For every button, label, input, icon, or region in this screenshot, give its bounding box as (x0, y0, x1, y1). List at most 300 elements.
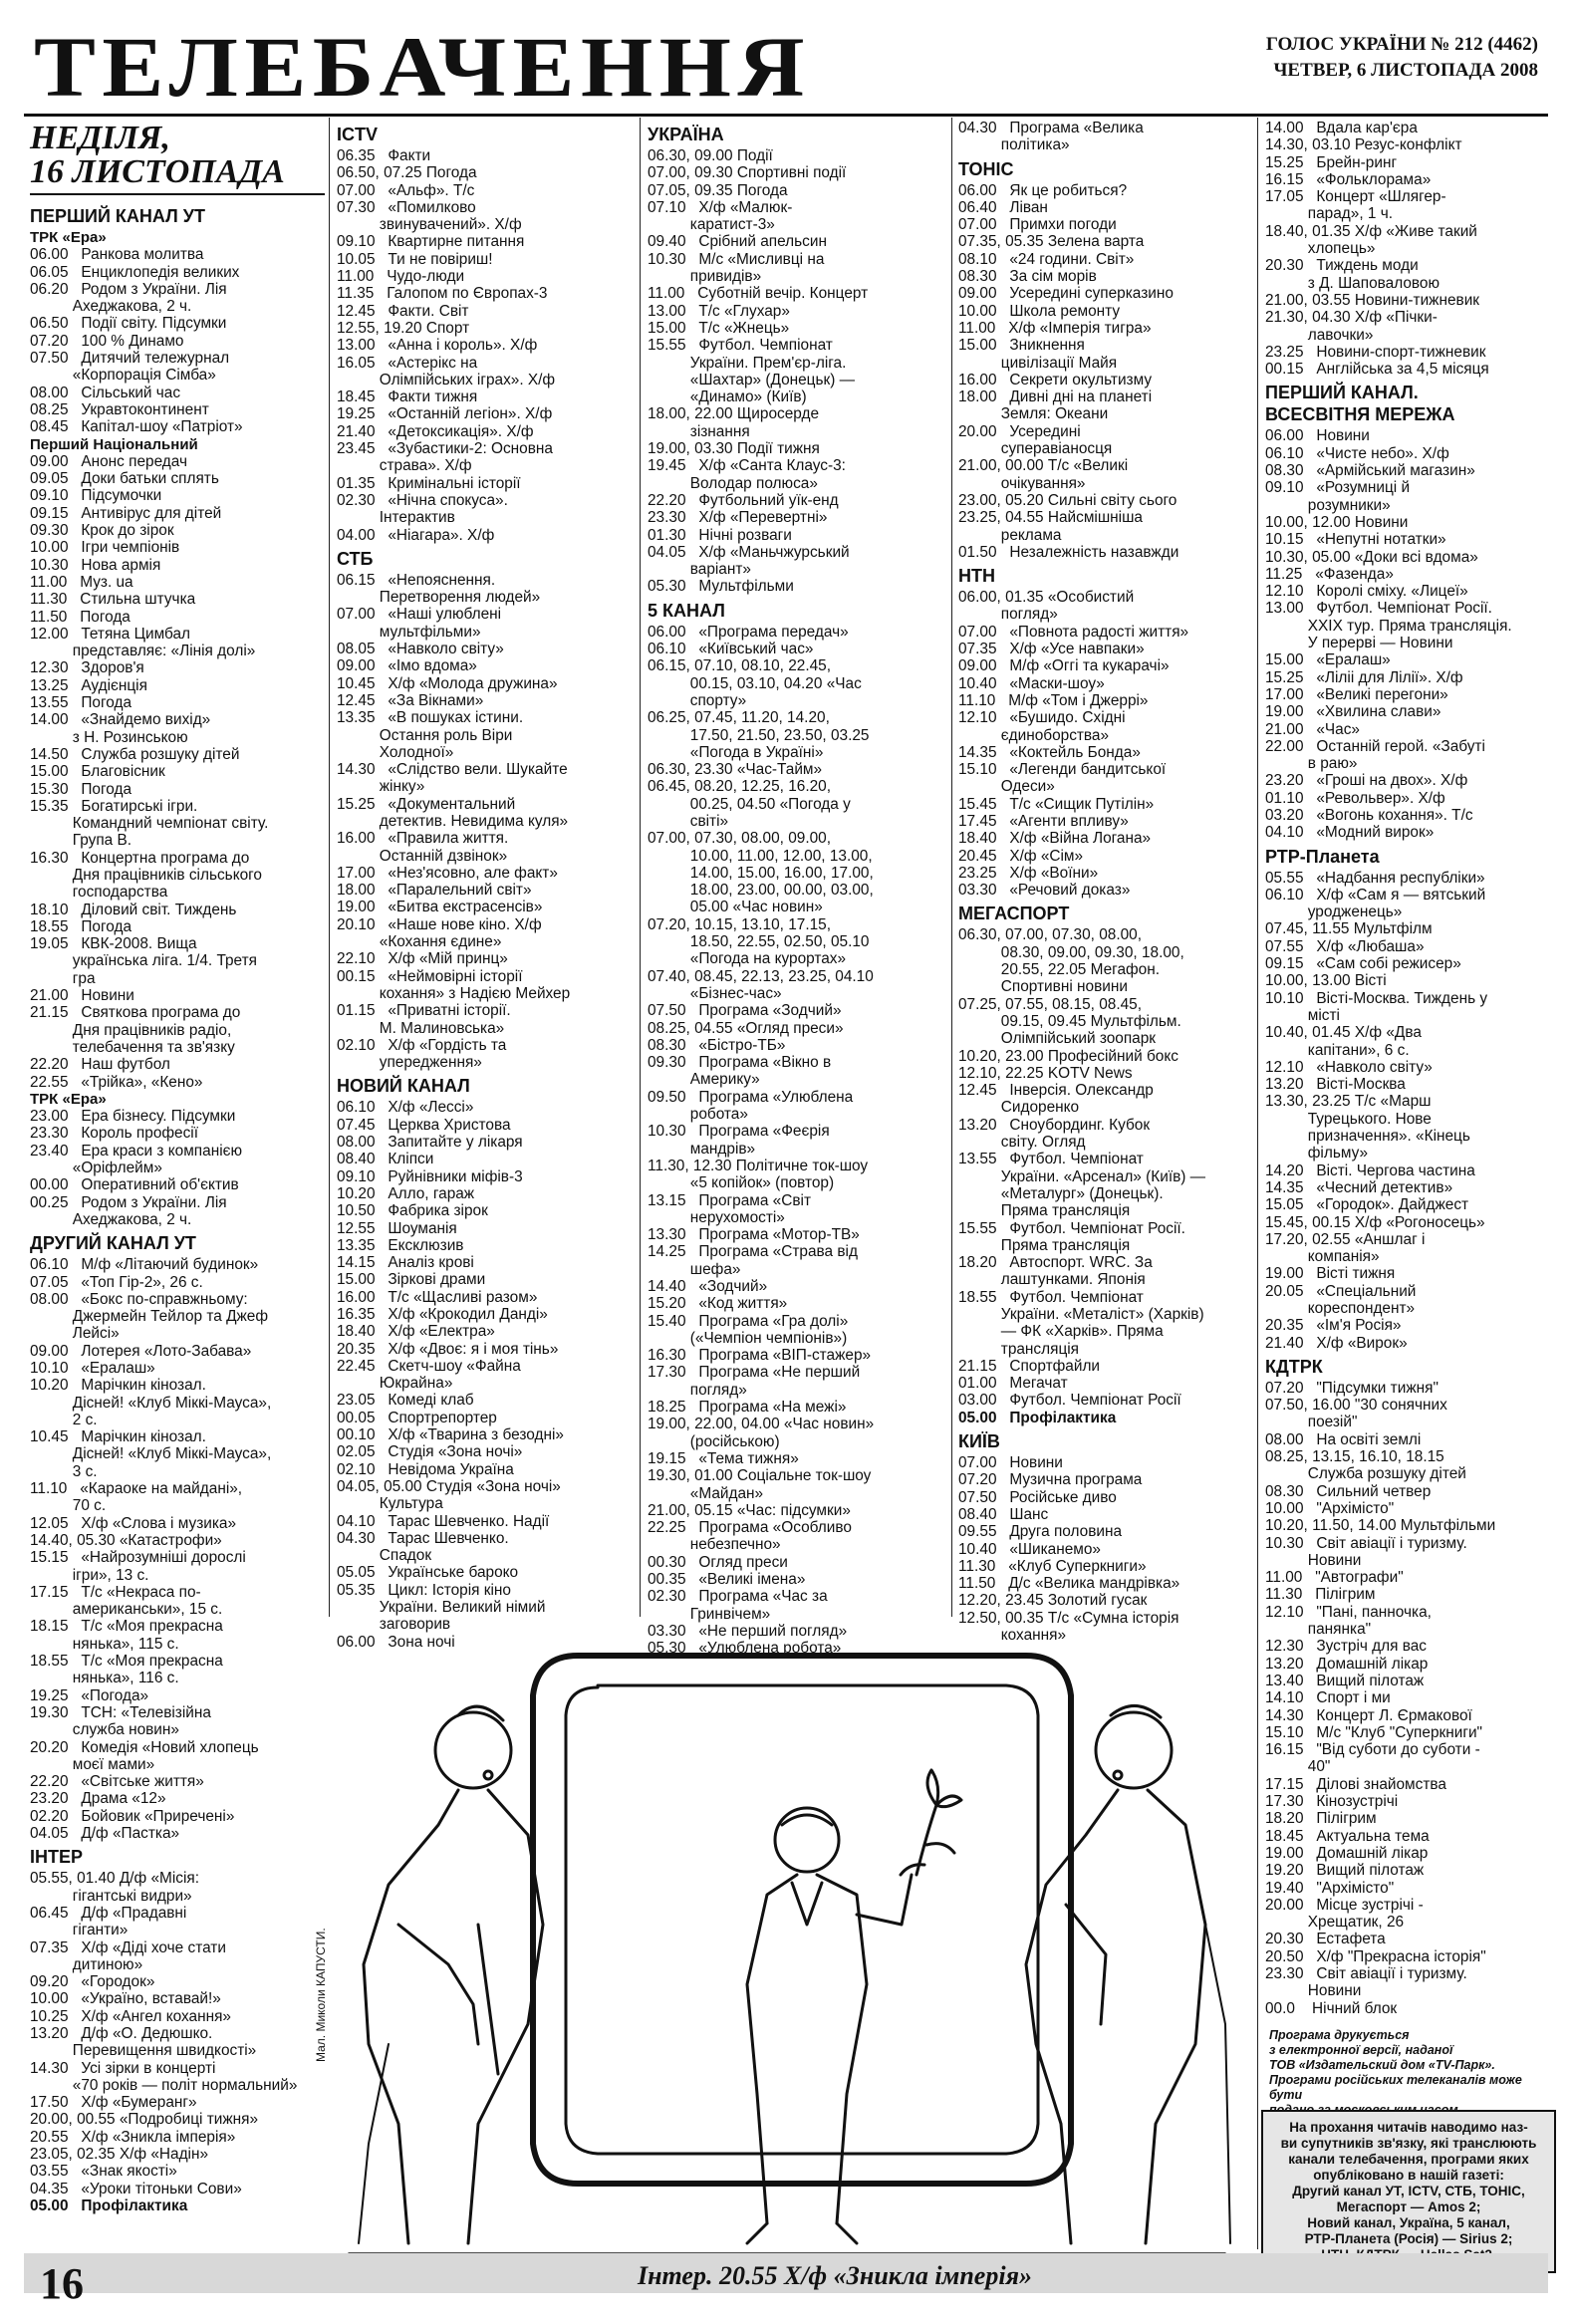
programme-entry: 10.00 Школа ремонту (958, 302, 1121, 320)
programme-entry: 03.20 «Вогонь кохання». Т/с (1265, 806, 1473, 824)
programme-entry: 00.0 Нічний блок (1265, 1999, 1398, 2017)
programme-entry: 03.30 «Речовий доказ» (958, 882, 1131, 900)
programme-entry: 17.20, 02.55 «Аншлаг і компанія» (1265, 1230, 1426, 1266)
programme-entry: 15.00 Т/с «Жнець» (648, 319, 790, 337)
programme-entry: 15.55 Футбол. Чемпіонат Росії. Пряма трансляція (958, 1219, 1185, 1254)
programme-entry: 18.20 Пілігрим (1265, 1810, 1377, 1828)
programme-entry: 07.10 Х/ф «Малюк- каратист-3» (648, 198, 793, 234)
programme-entry: 05.00 Профілактика (30, 2196, 188, 2214)
programme-entry: 04.05, 05.00 Студія «Зона ночі» Культура (337, 1477, 561, 1513)
programme-entry: 16.05 «Астерікс на Олімпійських іграх». Х/ф (337, 354, 556, 388)
programme-entry: 18.45 Актуальна тема (1265, 1827, 1430, 1845)
programme-entry: 13.20 Домашній лікар (1265, 1655, 1429, 1673)
schedule-column-3 (648, 120, 946, 1658)
programme-entry: 16.00 «Правила життя. Останній дзвінок» (337, 830, 509, 865)
programme-entry: 05.30 Мультфільми (648, 578, 794, 596)
programme-entry: 11.30, 12.30 Політичне ток-шоу «5 копійок» (повтор) (648, 1157, 869, 1192)
programme-entry: 12.55, 19.20 Спорт (337, 319, 470, 337)
programme-entry: 06.00, 01.35 «Особистий погляд» (958, 589, 1135, 624)
programme-entry: 14.40 «Зодчий» (648, 1278, 768, 1295)
programme-entry: 06.20 Родом з України. Лія Ахеджакова, 2 ч. (30, 280, 227, 316)
programme-entry: 18.25 Програма «На межі» (648, 1399, 847, 1417)
programme-entry: 06.45, 08.20, 12.25, 16.20, 00.25, 04.50 «Погода у світі» (648, 778, 851, 830)
programme-entry: 20.30 Тиждень моди з Д. Шаповаловою (1265, 257, 1440, 292)
schedule-column-1 (30, 120, 325, 2251)
programme-entry: 13.00 «Анна і король». Х/ф (337, 337, 538, 355)
programme-entry: 06.10 М/ф «Літаючий будинок» (30, 1256, 259, 1274)
programme-entry: 23.25 Х/ф «Воїни» (958, 864, 1099, 882)
programme-entry: 10.45 Х/ф «Молода дружина» (337, 674, 558, 692)
programme-entry: 08.10 «24 години. Світ» (958, 250, 1135, 268)
programme-entry: 19.00 «Битва екстрасенсів» (337, 899, 543, 916)
cartoon-illustration (329, 1626, 1241, 2279)
programme-entry: 10.00 Ігри чемпіонів (30, 539, 180, 557)
programme-entry: 13.55 Футбол. Чемпіонат України. «Арсенал» (Київ) — «Металург» (Донецьк). Пряма трансляція (958, 1151, 1206, 1220)
programme-entry: 03.30 «Не перший погляд» (648, 1622, 848, 1640)
programme-entry: 04.05 Х/ф «Маньчжурський варіант» (648, 543, 850, 579)
programme-entry: 10.00 «Україно, вставай!» (30, 1990, 221, 2008)
programme-entry: 15.25 «Документальний детектив. Невидима куля» (337, 795, 569, 830)
programme-entry: 06.10 Х/ф «Лессі» (337, 1099, 474, 1117)
programme-entry: 22.25 Програма «Особливо небезпечно» (648, 1519, 852, 1554)
channel-heading: ПЕРШИЙ КАНАЛ УТ (30, 206, 205, 226)
programme-entry: 21.15 Святкова програма до Дня працівників радіо, телебачення та зв'язку (30, 1004, 241, 1056)
programme-entry: 11.50 Д/с «Велика мандрівка» (958, 1575, 1180, 1593)
channel-subheading: ТРК «Ера» (30, 1090, 107, 1108)
channel-heading: НОВИЙ КАНАЛ (337, 1076, 470, 1097)
programme-entry: 08.00 «Бокс по-справжньому: Джермейн Тейлор та Джеф Лейсі» (30, 1290, 269, 1343)
programme-entry: 07.50, 16.00 "30 сонячних поезій" (1265, 1397, 1447, 1431)
programme-entry: 12.00 Тетяна Цимбал представляє: «Лінія долі» (30, 625, 256, 660)
programme-entry: 12.45 Інверсія. Олександр Сидоренко (958, 1082, 1154, 1117)
programme-entry: 23.00 Ера бізнесу. Підсумки (30, 1108, 236, 1126)
issue-info (1266, 32, 1538, 84)
programme-entry: 10.40, 01.45 Х/ф «Два капітани», 6 с. (1265, 1024, 1422, 1059)
programme-entry: 12.20, 23.45 Золотий гусак (958, 1592, 1148, 1610)
programme-entry: 09.30 Крок до зірок (30, 522, 174, 540)
programme-entry: 09.10 Квартирне питання (337, 233, 525, 251)
programme-entry: 11.25 «Фазенда» (1265, 565, 1394, 583)
programme-entry: 15.15 «Найрозумніші дорослі ігри», 13 с. (30, 1549, 246, 1584)
programme-entry: 06.30, 09.00 Події (648, 147, 773, 164)
programme-entry: 22.00 Останній герой. «Забуті в раю» (1265, 737, 1485, 773)
programme-entry: 00.10 Х/ф «Тварина з безодні» (337, 1426, 564, 1444)
programme-entry: 00.05 Спортрепортер (337, 1409, 497, 1426)
programme-entry: 00.15 «Неймовірні історії кохання» з Надією Мейхер (337, 967, 571, 1002)
programme-entry: 19.00 Вісті тижня (1265, 1265, 1396, 1283)
programme-entry: 10.40 «Шиканемо» (958, 1540, 1101, 1558)
programme-entry: 10.30 Світ авіації і туризму. Новини (1265, 1534, 1467, 1569)
programme-entry: 09.00 Лотерея «Лото-Забава» (30, 1342, 252, 1360)
programme-entry: 20.50 Х/ф "Прекрасна історія" (1265, 1947, 1486, 1965)
programme-entry: 10.00 "Архімісто" (1265, 1499, 1395, 1517)
programme-entry: 19.25 «Останній легіон». Х/ф (337, 405, 553, 423)
programme-entry: 16.30 Програма «ВІП-стажер» (648, 1347, 872, 1365)
programme-entry: 10.20, 11.50, 14.00 Мультфільми (1265, 1517, 1496, 1535)
programme-entry: 21.00 Новини (30, 987, 134, 1005)
programme-entry: 11.00 Муз. ua (30, 573, 133, 591)
programme-entry: 00.30 Огляд преси (648, 1553, 788, 1571)
programme-entry: 19.25 «Погода» (30, 1686, 149, 1704)
programme-entry: 00.35 «Великі імена» (648, 1571, 806, 1589)
programme-entry: 13.15 Програма «Світ нерухомості» (648, 1191, 811, 1226)
programme-entry: 13.20 Сноубординг. Кубок світу. Огляд (958, 1116, 1151, 1152)
programme-entry: 20.05 «Спеціальний кореспондент» (1265, 1282, 1417, 1317)
programme-entry: 09.40 Срібний апельсин (648, 233, 827, 251)
programme-entry: 07.25, 07.55, 08.15, 08.45, 09.15, 09.45 Мультфільм. Олімпійський зоопарк (958, 995, 1181, 1048)
programme-entry: 06.15 «Непояснення. Перетворення людей» (337, 571, 541, 607)
programme-entry: 06.25, 07.45, 11.20, 14.20, 17.50, 21.50, 23.50, 03.25 «Погода в Україні» (648, 709, 870, 761)
programme-entry: 10.20, 23.00 Професійний бокс (958, 1047, 1178, 1065)
programme-entry: 08.00 На освіті землі (1265, 1430, 1422, 1448)
programme-entry: 16.35 Х/ф «Крокодил Данді» (337, 1306, 548, 1323)
programme-entry: 05.35 Цикл: Історія кіно України. Великий німий заговорив (337, 1581, 546, 1634)
programme-entry: 10.00, 12.00 Новини (1265, 513, 1409, 531)
programme-entry: 06.35 Факти (337, 147, 431, 164)
channel-heading: ДРУГИЙ КАНАЛ УТ (30, 1233, 196, 1254)
programme-entry: 02.20 Бойовик «Приречені» (30, 1807, 235, 1825)
programme-entry: 06.05 Енциклопедія великих (30, 263, 240, 281)
programme-entry: 07.35 Х/ф «Діді хоче стати дитиною» (30, 1938, 226, 1973)
programme-entry: 11.10 «Караоке на майдані», 70 с. (30, 1480, 243, 1515)
programme-entry: 07.35 Х/ф «Усе навпаки» (958, 641, 1145, 658)
programme-entry: 04.10 «Модний вирок» (1265, 824, 1435, 842)
programme-entry: 16.00 Т/с «Щасливі разом» (337, 1288, 538, 1306)
programme-entry: 09.00 Анонс передач (30, 452, 188, 470)
column-divider (640, 118, 641, 1617)
programme-entry: 03.00 Футбол. Чемпіонат Росії (958, 1392, 1181, 1410)
programme-entry: 19.40 "Архімісто" (1265, 1879, 1395, 1897)
programme-entry: 21.30, 04.30 Х/ф «Пічки- лавочки» (1265, 309, 1438, 344)
programme-entry: 22.20 «Світське життя» (30, 1773, 204, 1791)
programme-entry: 07.35, 05.35 Зелена варта (958, 233, 1145, 251)
programme-entry: 22.55 «Трійка», «Кено» (30, 1073, 203, 1091)
programme-entry: 08.25 Укравтоконтинент (30, 400, 209, 418)
programme-entry: 08.40 Шанс (958, 1505, 1049, 1523)
programme-entry: 21.40 «Детоксикація». Х/ф (337, 422, 534, 440)
programme-entry: 20.55 Х/ф «Зникла імперія» (30, 2128, 236, 2146)
satellite-info-box: На прохання читачів наводимо наз- ви супутників зв'язку, які транслюють канали телебачення, програми яких опубліковано в нашій газеті: Другий канал УТ, ICTV, СТБ, ТОНІС, Мегаспорт — Amos 2; Новий канал, Україна, 5 канал, РТР-Планета (Росія) — Sirius 2; (1261, 2110, 1556, 2273)
programme-entry: 13.25 Аудієнція (30, 676, 147, 694)
programme-entry: 07.05, 09.35 Погода (648, 181, 788, 199)
tv-frame (533, 1656, 1071, 2184)
programme-entry: 10.05 Ти не повіриш! (337, 250, 493, 268)
programme-entry: 07.00, 07.30, 08.00, 09.00, 10.00, 11.00, 12.00, 13.00, 14.00, 15.00, 16.00, 17.00, 18.00, 23.00, 00.00, 03.00, 05.00 «Час новин» (648, 830, 874, 916)
programme-entry: 13.40 Вищий пілотаж (1265, 1672, 1425, 1689)
programme-entry: 07.00 «Повнота радості життя» (958, 623, 1189, 641)
programme-entry: 19.30 ТСН: «Телевізійна служба новин» (30, 1703, 211, 1739)
programme-entry: 14.50 Служба розшуку дітей (30, 745, 240, 763)
programme-entry: 04.05 Д/ф «Пастка» (30, 1825, 180, 1843)
programme-entry: 05.30 «Улюблена робота» (648, 1640, 842, 1658)
programme-entry: 00.15 Англійська за 4,5 місяця (1265, 361, 1489, 379)
programme-entry: 17.15 Ділові знайомства (1265, 1775, 1446, 1793)
programme-entry: 04.35 «Уроки тітоньки Сови» (30, 2180, 242, 2197)
programme-entry: 10.10 «Ералаш» (30, 1360, 155, 1377)
programme-entry: 18.45 Факти тижня (337, 388, 478, 406)
programme-entry: 08.25, 04.55 «Огляд преси» (648, 1019, 844, 1037)
programme-entry: 15.00 Благовісник (30, 763, 165, 781)
programme-entry: 10.50 Фабрика зірок (337, 1202, 488, 1220)
programme-entry: 06.15, 07.10, 08.10, 22.45, 00.15, 03.10, 04.20 «Час спорту» (648, 657, 862, 709)
programme-entry: 06.45 Д/ф «Прадавні гіганти» (30, 1904, 187, 1939)
programme-entry: 21.00, 03.55 Новини-тижневик (1265, 291, 1480, 309)
page-number: 16 (40, 2259, 84, 2308)
programme-entry: 12.10, 22.25 KOTV News (958, 1064, 1133, 1082)
programme-entry: 07.45 Церква Христова (337, 1116, 511, 1134)
issue-number: ГОЛОС УКРАЇНИ № 212 (4462) (1265, 34, 1538, 55)
programme-entry: 06.40 Ліван (958, 198, 1048, 216)
programme-entry: 05.55, 01.40 Д/ф «Місія: гігантські видри» (30, 1870, 200, 1905)
programme-entry: 09.15 «Сам собі режисер» (1265, 955, 1461, 973)
programme-entry: 07.00 Новини (958, 1454, 1063, 1472)
programme-entry: 15.10 М/с "Клуб "Суперкниги" (1265, 1723, 1483, 1741)
programme-entry: 19.15 «Тема тижня» (648, 1449, 799, 1467)
programme-entry: 19.05 КВК-2008. Вища українська ліга. 1/4. Третя гра (30, 935, 257, 987)
programme-entry: 16.30 Концертна програма до Дня працівників сільського господарства (30, 849, 262, 902)
programme-entry: 19.20 Вищий пілотаж (1265, 1862, 1425, 1880)
programme-entry: 18.00 «Паралельний світ» (337, 882, 532, 900)
programme-entry: 15.25 Брейн-ринг (1265, 153, 1398, 171)
programme-entry: 09.10 Руйнівники міфів-3 (337, 1167, 523, 1185)
programme-entry: 00.25 Родом з України. Лія Ахеджакова, 2 ч. (30, 1193, 227, 1228)
programme-entry: 17.30 Кінозустрічі (1265, 1793, 1399, 1811)
programme-entry: 06.00 Як це робиться? (958, 181, 1128, 199)
programme-entry: 17.15 Т/с «Некраса по- американськи», 15 с. (30, 1583, 223, 1619)
programme-entry: 15.35 Богатирські ігри. Командний чемпіонат світу. Група В. (30, 797, 269, 850)
programme-entry: 17.00 «Нез'ясовно, але факт» (337, 864, 558, 882)
programme-entry: 09.55 Друга половина (958, 1523, 1123, 1541)
programme-entry: 18.20 Автоспорт. WRC. За лаштунками. Японія (958, 1254, 1153, 1289)
programme-entry: 15.45 Т/с «Сищик Путілін» (958, 795, 1155, 813)
programme-entry: 13.30, 23.25 Т/с «Марш Турецького. Нове призначення». «Кінець фільму» (1265, 1093, 1470, 1162)
schedule-column-2 (337, 120, 636, 1651)
programme-entry: 20.35 «Ім'я Росія» (1265, 1317, 1402, 1335)
programme-entry: 18.00, 22.00 Щиросерде зізнання (648, 405, 820, 440)
programme-entry: 20.00 Усередині суперавіаносця (958, 422, 1113, 458)
programme-entry: 17.30 Програма «Не перший погляд» (648, 1364, 861, 1399)
programme-entry: 15.05 «Городок». Дайджест (1265, 1196, 1469, 1214)
programme-entry: 09.00 «Імо вдома» (337, 657, 477, 675)
programme-entry: 15.00 «Ералаш» (1265, 651, 1391, 669)
programme-entry: 19.45 Х/ф «Санта Клаус-3: Володар полюса» (648, 457, 846, 492)
programme-entry: 09.30 Програма «Вікно в Америку» (648, 1054, 832, 1089)
programme-entry: 18.55 Футбол. Чемпіонат України. «Металіст» (Харків) — ФК «Харків». Пряма трансляція (958, 1288, 1204, 1358)
programme-entry: 04.10 Тарас Шевченко. Надії (337, 1512, 550, 1530)
programme-entry: 12.10 «Навколо світу» (1265, 1058, 1433, 1076)
programme-entry: 07.20 100 % Динамо (30, 332, 184, 350)
programme-entry: 16.00 Секрети окультизму (958, 371, 1153, 388)
programme-entry: 12.30 Зустріч для вас (1265, 1638, 1428, 1656)
programme-entry: 21.00 «Час» (1265, 720, 1360, 738)
programme-entry: 01.30 Нічні розваги (648, 526, 792, 544)
programme-entry: 18.55 Погода (30, 917, 132, 935)
programme-entry: 20.10 «Наше нове кіно. Х/ф «Кохання єдине» (337, 915, 542, 951)
programme-entry: 14.30 «Слідство вели. Шукайте жінку» (337, 761, 568, 796)
print-notice: Програма друкується з електронної версії, наданої ТОВ «Издательский дом «TV-Парк». Програми російських телеканалів може бути (1269, 2028, 1522, 2102)
programme-entry: 07.20 Музична програма (958, 1471, 1143, 1489)
schedule-column-5 (1265, 120, 1550, 2022)
channel-heading: ПЕРШИЙ КАНАЛ. ВСЕСВІТНЯ МЕРЕЖА (1265, 383, 1455, 425)
programme-entry: 19.00, 22.00, 04.00 «Час новин» (російською) (648, 1416, 875, 1450)
programme-entry: 12.10 Королі сміху. «Лицеї» (1265, 583, 1468, 601)
programme-entry: 08.40 Кліпси (337, 1151, 434, 1168)
programme-entry: 23.30 Х/ф «Перевертні» (648, 509, 828, 527)
programme-entry: 15.20 «Код життя» (648, 1295, 788, 1313)
programme-entry: 02.30 «Нічна спокуса». Інтерактив (337, 491, 508, 527)
programme-entry: 01.35 Кримінальні історії (337, 474, 521, 492)
programme-entry: 08.00 Запитайте у лікаря (337, 1134, 523, 1152)
programme-entry: 10.10 Вісті-Москва. Тиждень у місті (1265, 989, 1488, 1024)
page-title: ТЕЛЕБАЧЕННЯ (34, 19, 811, 115)
programme-entry: 10.45 Марічкин кінозал. Дісней! «Клуб Міккі-Мауса», 3 с. (30, 1428, 272, 1480)
channel-heading: НТН (958, 566, 995, 587)
programme-entry: 12.45 «За Вікнами» (337, 691, 484, 709)
programme-entry: 14.15 Аналіз крові (337, 1254, 474, 1272)
programme-entry: 23.05 Комеді клаб (337, 1392, 474, 1410)
programme-entry: 06.10 «Чисте небо». Х/ф (1265, 444, 1449, 462)
issue-date: ЧЕТВЕР, 6 ЛИСТОПАДА 2008 (1273, 60, 1538, 81)
programme-entry: 12.10 «Бушидо. Східні єдиноборства» (958, 709, 1126, 744)
programme-entry: 23.45 «Зубастики-2: Основна страва». Х/ф (337, 440, 553, 475)
programme-entry: 13.00 Т/с «Глухар» (648, 302, 790, 320)
programme-entry: 07.55 Х/ф «Любаша» (1265, 937, 1425, 955)
programme-entry: 21.40 Х/ф «Вирок» (1265, 1334, 1408, 1352)
programme-entry: 12.45 Факти. Світ (337, 302, 469, 320)
programme-entry: 23.40 Ера краси з компанією «Оріфлейм» (30, 1142, 243, 1177)
programme-entry: 12.05 Х/ф «Слова і музика» (30, 1514, 237, 1532)
programme-entry: 16.15 "Від суботи до суботи - 40" (1265, 1741, 1480, 1776)
programme-entry: 11.50 Погода (30, 608, 131, 626)
programme-entry: 09.00 М/ф «Оггі та кукарачі» (958, 657, 1170, 675)
programme-entry: 22.10 Х/ф «Мій принц» (337, 950, 508, 968)
programme-entry: 01.15 «Приватні історії. М. Малиновська» (337, 1002, 511, 1037)
programme-entry: 18.10 Діловий світ. Тиждень (30, 901, 237, 918)
programme-entry: 10.30 М/с «Мисливці на привидів» (648, 250, 825, 286)
programme-entry: 22.20 Футбольний уїк-енд (648, 491, 839, 509)
programme-entry: 07.05 «Топ Гір-2», 26 с. (30, 1273, 203, 1291)
programme-entry: 00.00 Оперативний об'єктив (30, 1176, 239, 1194)
programme-entry: 19.00 Домашній лікар (1265, 1844, 1429, 1862)
programme-entry: 13.30 Програма «Мотор-ТВ» (648, 1226, 860, 1244)
programme-entry: 18.40, 01.35 Х/ф «Живе такий хлопець» (1265, 222, 1477, 258)
programme-entry: 17.50 Х/ф «Бумеранг» (30, 2094, 197, 2112)
programme-entry: 23.25 Новини-спорт-тижневик (1265, 343, 1486, 361)
programme-entry: 16.15 «Фольклорама» (1265, 170, 1432, 188)
programme-entry: 10.30 Програма «Феєрія мандрів» (648, 1123, 830, 1158)
programme-entry: 06.10 «Київський час» (648, 641, 814, 658)
programme-entry: 08.30 Сильний четвер (1265, 1482, 1432, 1500)
top-rule (24, 114, 1548, 117)
programme-entry: 15.25 «Ліліі для Лілії». Х/ф (1265, 668, 1463, 686)
programme-entry: 14.30 Усі зірки в концерті «70 років — політ нормальний» (30, 2059, 298, 2094)
programme-entry: 09.10 Підсумочки (30, 487, 162, 505)
programme-entry: 11.00 Суботній вечір. Концерт (648, 285, 869, 303)
programme-entry: 14.40, 05.30 «Катастрофи» (30, 1531, 222, 1549)
programme-entry: 17.00 «Великі перегони» (1265, 685, 1448, 703)
programme-entry: 08.30 «Армійський магазин» (1265, 462, 1475, 480)
programme-entry: 22.45 Скетч-шоу «Файна Юкрайна» (337, 1357, 521, 1393)
programme-entry: 07.50 Дитячий тележурнал «Корпорація Сімба» (30, 350, 230, 385)
programme-entry: 08.30 «Бістро-ТБ» (648, 1036, 786, 1054)
programme-entry: 05.00 Профілактика (958, 1409, 1117, 1426)
programme-entry: 22.20 Наш футбол (30, 1056, 170, 1074)
channel-heading: ICTV (337, 125, 379, 144)
programme-entry: 06.00 Зона ночі (337, 1633, 455, 1651)
programme-entry: 14.30, 03.10 Резус-конфлікт (1265, 136, 1462, 154)
programme-entry: 10.25 Х/ф «Ангел кохання» (30, 2007, 231, 2025)
programme-entry: 06.30, 07.00, 07.30, 08.00, 08.30, 09.00, 09.30, 18.00, 20.55, 22.05 Мегафон. Спортивні новини (958, 926, 1184, 996)
programme-entry: 10.15 «Непутні нотатки» (1265, 531, 1446, 549)
programme-entry: 23.00, 05.20 Сильні світу сього (958, 491, 1178, 509)
programme-entry: 23.30 Король професії (30, 1125, 198, 1143)
programme-entry: 11.00 Х/ф «Імперія тигра» (958, 319, 1152, 337)
programme-entry: 23.30 Світ авіації і туризму. Новини (1265, 1964, 1467, 2000)
programme-entry: 09.00 Усередині суперказино (958, 285, 1174, 303)
programme-entry: 06.10 Х/ф «Сам я — вятський уродженець» (1265, 886, 1486, 921)
programme-entry: 07.50 Програма «Зодчий» (648, 1002, 842, 1020)
programme-entry: 17.05 Концерт «Шлягер- парад», 1 ч. (1265, 188, 1446, 223)
programme-entry: 18.40 Х/ф «Електра» (337, 1323, 495, 1341)
programme-entry: 13.20 Д/ф «О. Дедюшко. Перевищення швидкості» (30, 2024, 257, 2060)
programme-entry: 06.00 «Програма передач» (648, 623, 849, 641)
programme-entry: 08.45 Капітал-шоу «Патріот» (30, 418, 243, 436)
programme-entry: 08.00 Сільський час (30, 384, 181, 401)
programme-entry: 23.20 Драма «12» (30, 1790, 166, 1808)
programme-entry: 07.00, 09.30 Спортивні події (648, 164, 847, 182)
programme-entry: 23.05, 02.35 Х/ф «Надін» (30, 2146, 209, 2164)
programme-entry: 06.30, 23.30 «Час-Тайм» (648, 761, 823, 779)
programme-entry: 14.30 Концерт Л. Єрмакової (1265, 1706, 1472, 1724)
programme-entry: 05.05 Українське бароко (337, 1564, 519, 1582)
column-divider (329, 118, 330, 1617)
programme-entry: 14.35 «Коктейль Бонда» (958, 743, 1141, 761)
programme-entry: 08.30 За сім морів (958, 268, 1097, 286)
programme-entry: 10.20 Марічкин кінозал. Дісней! «Клуб Міккі-Мауса», 2 с. (30, 1377, 272, 1428)
channel-heading: КИЇВ (958, 1431, 1000, 1452)
programme-entry: 20.30 Естафета (1265, 1931, 1386, 1948)
programme-entry: 12.10 "Пані, панночка, панянка" (1265, 1603, 1432, 1639)
programme-entry: 02.10 Невідома Україна (337, 1460, 514, 1478)
programme-entry: 08.25, 13.15, 16.10, 18.15 Служба розшуку дітей (1265, 1448, 1466, 1483)
programme-entry: 20.45 Х/ф «Сім» (958, 847, 1084, 865)
programme-entry: 07.00 «Альф». Т/с (337, 181, 475, 199)
programme-entry: 10.40 «Маски-шоу» (958, 674, 1105, 692)
programme-entry: 06.00 Ранкова молитва (30, 246, 204, 264)
programme-entry: 02.05 Студія «Зона ночі» (337, 1443, 523, 1461)
programme-entry: 18.40 Х/ф «Війна Логана» (958, 830, 1152, 848)
programme-entry: 09.10 «Розумниці й розумники» (1265, 479, 1411, 514)
programme-entry: 06.50 Події світу. Підсумки (30, 315, 227, 333)
programme-entry: 07.00 Примхи погоди (958, 216, 1117, 234)
programme-entry: 23.20 «Гроші на двох». Х/ф (1265, 772, 1468, 790)
programme-entry: 13.00 Футбол. Чемпіонат Росії. XXIX тур. Пряма трансляція. У перерві — Новини (1265, 600, 1512, 652)
channel-subheading: Перший Національний (30, 435, 198, 453)
column-divider (951, 118, 952, 1617)
programme-entry: 01.50 Незалежність назавжди (958, 543, 1179, 561)
programme-entry: 07.00 «Наші улюблені мультфільми» (337, 606, 502, 641)
programme-entry: 15.40 Програма «Гра долі» («Чемпіон чемпіонів») (648, 1312, 849, 1347)
programme-entry: 11.30 Стильна штучка (30, 591, 196, 609)
programme-entry: 21.00, 05.15 «Час: підсумки» (648, 1501, 851, 1519)
programme-entry: 11.10 М/ф «Том і Джеррі» (958, 691, 1149, 709)
channel-heading: ТОНІС (958, 158, 1014, 179)
programme-entry: 15.00 Зникнення цивілізації Майя (958, 337, 1118, 372)
programme-entry: 18.15 Т/с «Моя прекрасна нянька», 115 с. (30, 1618, 223, 1653)
channel-heading: СТБ (337, 548, 374, 569)
programme-entry: 13.55 Погода (30, 694, 132, 712)
programme-entry: 01.00 Мегачат (958, 1375, 1068, 1393)
